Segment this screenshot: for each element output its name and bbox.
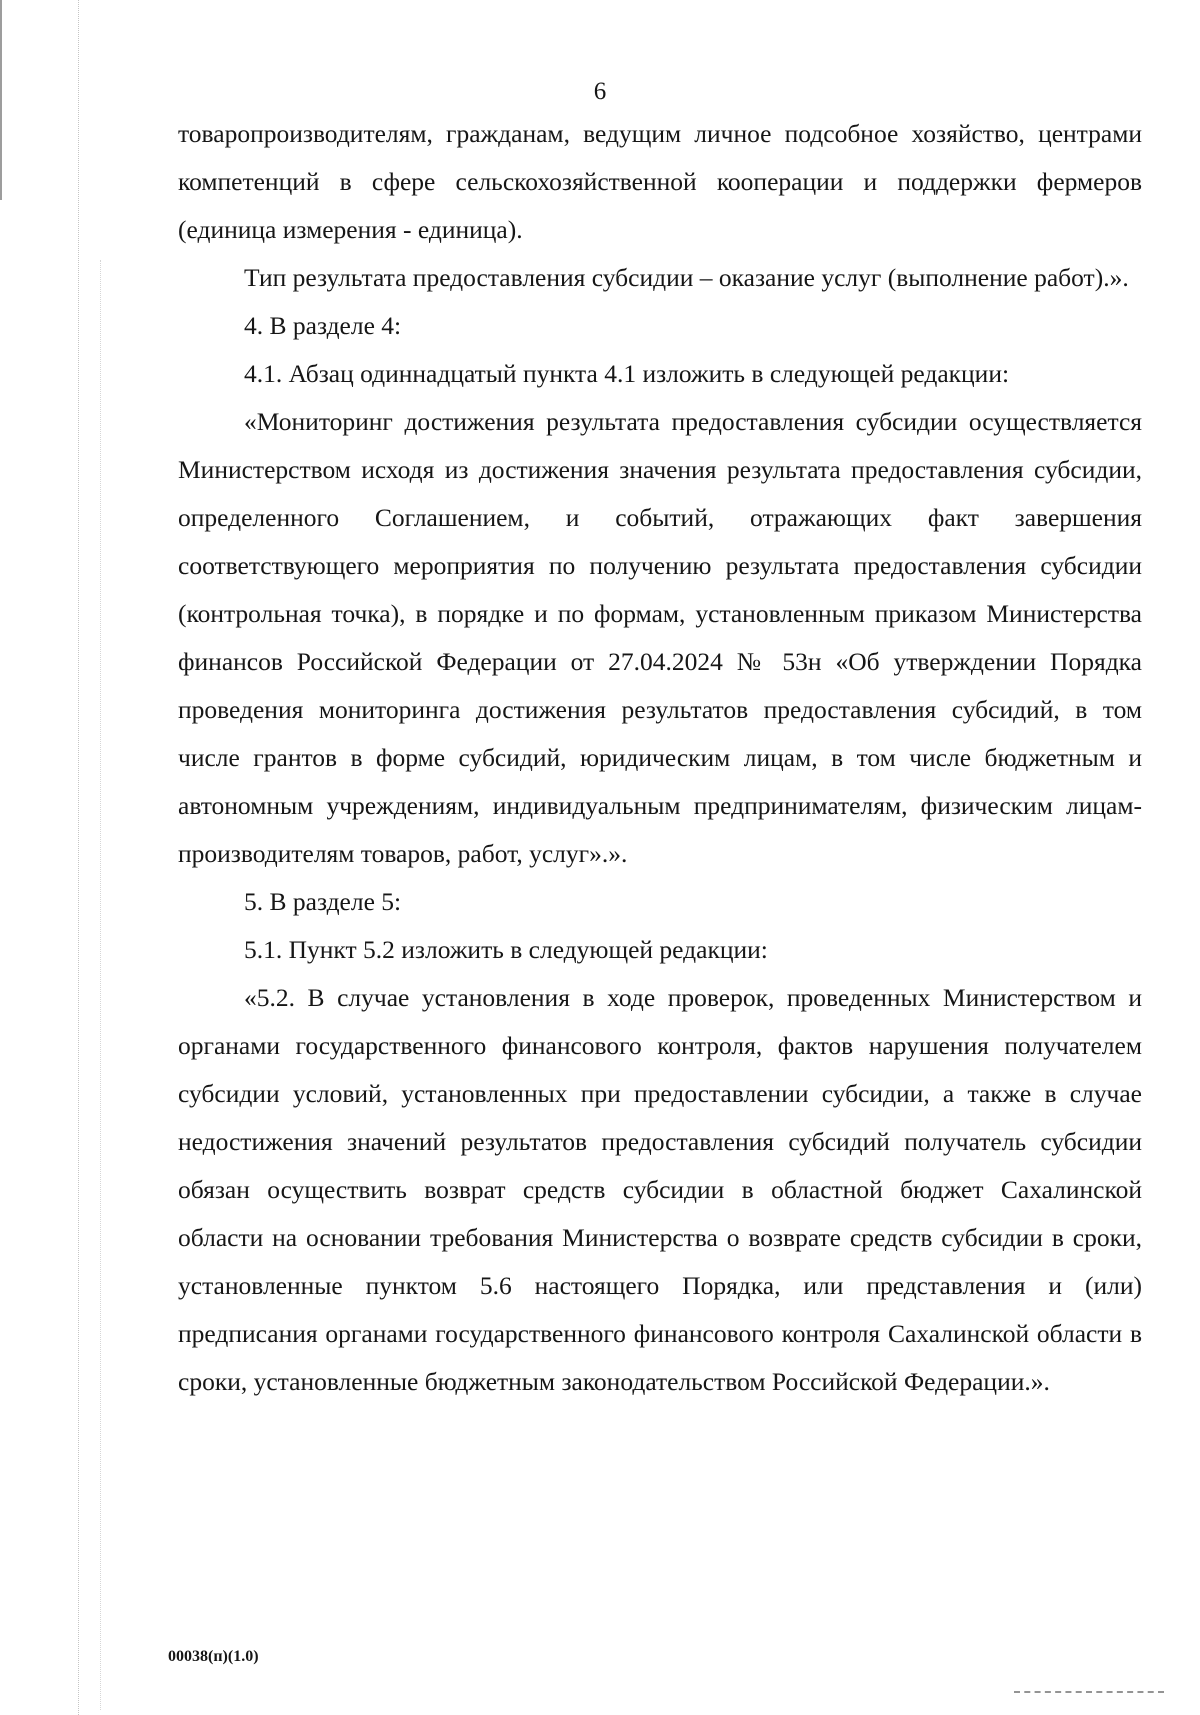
scan-artifact-dotted-margin-inner (100, 260, 105, 1710)
paragraph-continuation: товаропроизводителям, гражданам, ведущим личное подсобное хозяйство, центрами компетенций в сфере сельскохозяйственной кооперации и поддержки фермеров (единица измерения - единица). (178, 119, 1142, 244)
scan-artifact-dotted-margin (78, 0, 87, 1715)
scan-artifact-bottom-edge (1014, 1691, 1164, 1693)
paragraph-item-4-1: 4.1. Абзац одиннадцатый пункта 4.1 изложить в следующей редакции: (244, 359, 1010, 388)
document-footer-code: 00038(п)(1.0) (168, 1648, 259, 1665)
paragraph-item-5-2-text: «5.2. В случае установления в ходе проверок, проведенных Министерством и органами государственного финансового контроля, фактов нарушения получателем субсидии условий, установленных при предоставлении субсидии, а также в случае недостижения значений результатов предоставления субсидий получатель субсидии обязан осуществить возврат средств субсидии в областной бюджет Сахалинской области на основании требования Министерства о возврате средств субсидии в сроки, установленные пунктом 5.6 настоящего Порядка, или представления и (или) предписания органами государственного финансового контроля Сахалинской области в сроки, установленные бюджетным законодательством Российской Федерации.». (178, 983, 1142, 1396)
paragraph-result-type: Тип результата предоставления субсидии – оказание услуг (выполнение работ).». (244, 263, 1129, 292)
paragraph-monitoring-text: «Мониторинг достижения результата предоставления субсидии осуществляется Министерством исходя из достижения значения результата предоставления субсидии, определенного Соглашением, и событий, отражающих факт завершения соответствующего мероприятия по получению результата предоставления субсидии (контрольная точка), в порядке и по формам, установленным приказом Министерства финансов Российской Федерации от 27.04.2024 № 53н «Об утверждении Порядка проведения мониторинга достижения результатов предоставления субсидий, в том числе грантов в форме субсидий, юридическим лицам, в том числе бюджетным и автономным учреждениям, индивидуальным предпринимателям, физическим лицам-производителям товаров, работ, услуг».». (178, 407, 1142, 868)
page-number: 6 (593, 78, 607, 105)
paragraph-item-5-1: 5.1. Пункт 5.2 изложить в следующей редакции: (244, 935, 768, 964)
paragraph-section-5-heading: 5. В разделе 5: (244, 887, 402, 916)
document-body (178, 110, 1142, 1406)
paragraph-section-4-heading: 4. В разделе 4: (244, 311, 402, 340)
